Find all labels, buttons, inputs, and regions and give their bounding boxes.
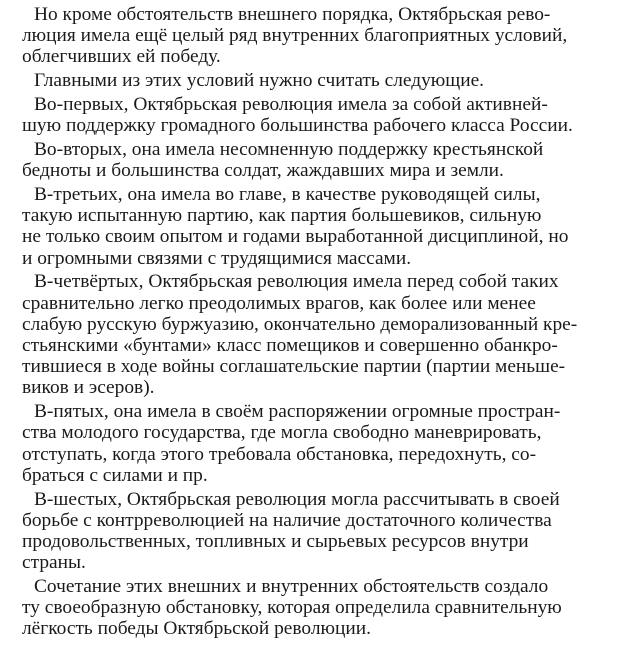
text-line: В-четвёртых, Октябрьская революция имела перед собой таких [34,271,559,293]
text-line: Во-первых, Октябрьская революция имела за собой активней- [34,94,548,115]
text-line: не только своим опытом и годами выработанной дисциплиной, но [22,226,569,248]
text-line: слабую русскую буржуазию, окончательно деморализованный кре- [22,313,578,335]
text-line: и огромными связями с трудящимися массами. [22,247,412,269]
text-line: облегчивших ей победу. [22,46,221,68]
paragraph-7 [22,401,634,486]
text-line: продовольственных, топливных и сырьевых ресурсов внутри [22,531,529,553]
text-line: В-третьих, она имела во главе, в качестве руководящей силы, [34,184,541,205]
text-line: борьбе с контрреволюцией на наличие достаточного количества [22,509,552,531]
paragraph-6 [22,271,634,398]
text-line: бедноты и большинства солдат, жаждавших мира и земли. [22,160,504,182]
paragraph-4 [22,139,634,181]
text-line: Но кроме обстоятельств внешнего порядка, Октябрьская рево- [34,4,551,25]
text-line: виков и эсеров). [22,377,155,399]
text-line: Во-вторых, она имела несомненную поддержку крестьянской [34,139,544,160]
text-line: люция имела ещё целый ряд внутренних благоприятных условий, [22,25,568,47]
text-line: браться с силами и пр. [22,464,208,486]
text-line: шую поддержку громадного большинства рабочего класса России. [22,115,573,137]
text-line: отступать, когда этого требовала обстановка, передохнуть, со- [22,443,537,465]
text-line: ства молодого государства, где могла свободно маневрировать, [22,422,542,444]
paragraph-8 [22,489,634,574]
text-line: стьянскими «бунтами» класс помещиков и совершенно обанкро- [22,335,558,357]
text-line: такую испытанную партию, как партия большевиков, сильную [22,205,542,227]
text-line: Главными из этих условий нужно считать следующие. [34,70,485,92]
text-line: тившиеся в ходе войны соглашательские партии (партии меньше- [22,356,566,378]
paragraph-9 [22,576,634,640]
paragraph-2 [22,70,634,91]
text-line: В-шестых, Октябрьская революция могла рассчитывать в своей [34,488,560,510]
text-line: ту своеобразную обстановку, которая определила сравнительную [22,597,562,619]
text-line: сравнительно легко преодолимых врагов, как более или менее [22,292,536,314]
paragraph-1 [22,4,634,68]
text-line: В-пятых, она имела в своём распоряжении огромные простран- [34,401,561,423]
text-line: Сочетание этих внешних и внутренних обстоятельств создало [34,576,549,598]
paragraph-5 [22,184,634,269]
text-line: страны. [22,552,86,574]
text-line: лёгкость победы Октябрьской революции. [22,618,371,640]
paragraph-3 [22,94,634,136]
